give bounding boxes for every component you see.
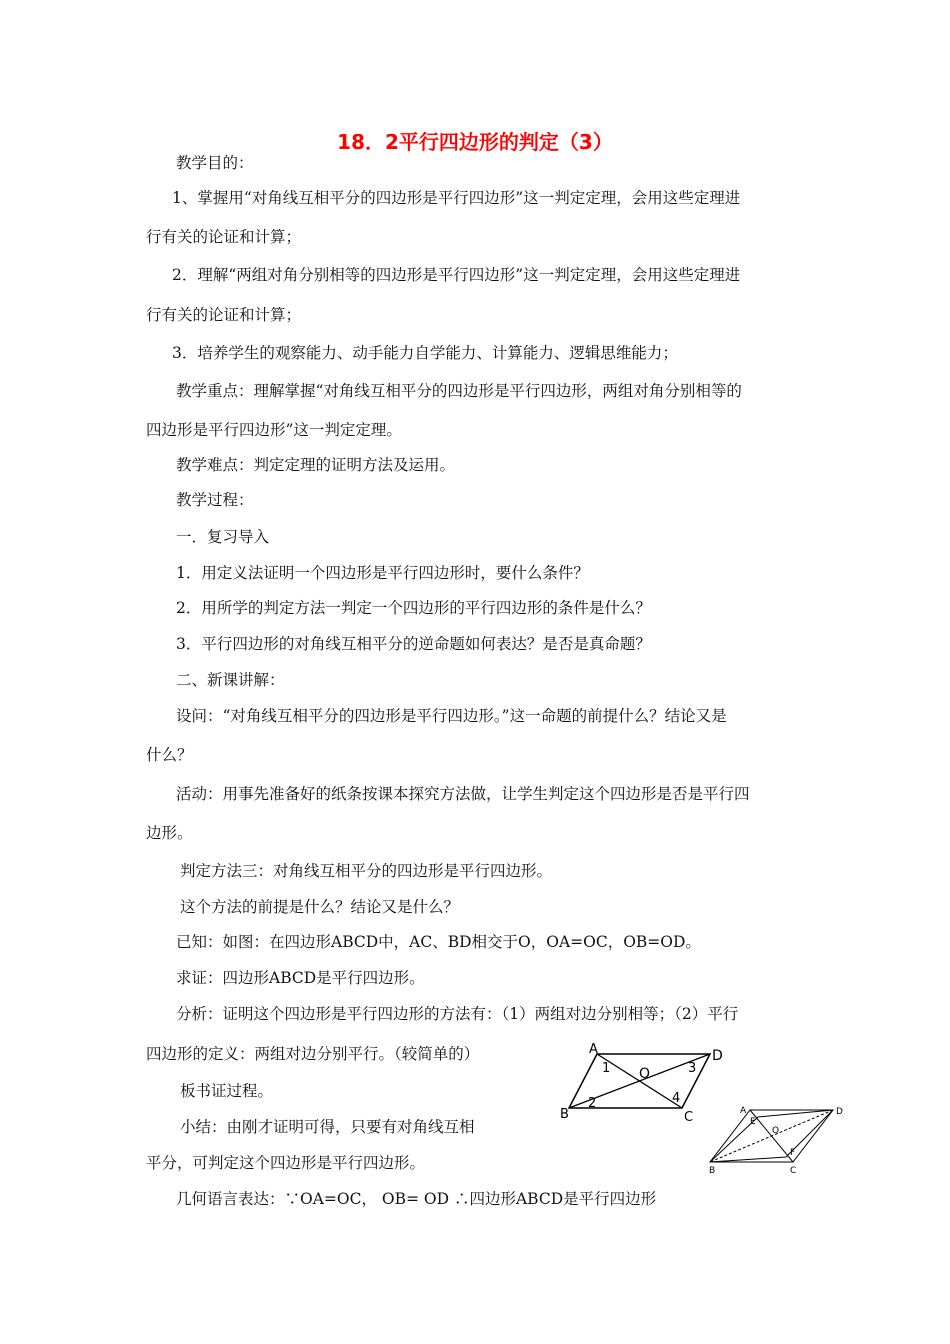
text-line: 2．用所学的判定方法一判定一个四边形的平行四边形的条件是什么？ (176, 599, 651, 617)
text-line: 教学难点：判定定理的证明方法及运用。 (176, 456, 456, 474)
vertex-label-a: A (740, 1106, 747, 1116)
diagonal-bd (710, 1110, 833, 1162)
vertex-label-b: B (709, 1166, 716, 1176)
text-line: 行有关的论证和计算； (146, 228, 302, 246)
text-line: 几何语言表达：∵OA=OC， OB= OD ∴四边形ABCD是平行四边形 (176, 1190, 657, 1208)
text-line: 分析：证明这个四边形是平行四边形的方法有：（1）两组对边分别相等；（2）平行 (176, 1005, 739, 1023)
text-line: 教学过程： (176, 491, 254, 509)
text-line: 2．理解“两组对角分别相等的四边形是平行四边形”这一判定定理，会用这些定理进 (172, 266, 741, 284)
text-line: 四边形是平行四边形”这一判定定理。 (146, 421, 402, 439)
text-line: 什么？ (146, 746, 193, 764)
vertex-label-d: D (836, 1107, 843, 1117)
text-line: 3．培养学生的观察能力、动手能力自学能力、计算能力、逻辑思维能力； (172, 344, 678, 362)
text-line: 教学重点：理解掌握“对角线互相平分的四边形是平行四边形，两组对角分别相等的 (176, 382, 742, 400)
text-line: 教学目的： (176, 154, 254, 172)
text-line: 求证：四边形ABCD是平行四边形。 (176, 969, 425, 987)
angle-label-1: 1 (602, 1061, 611, 1076)
text-line: 设问：“对角线互相平分的四边形是平行四边形。”这一命题的前提什么？结论又是 (176, 707, 727, 725)
text-line: 平分，可判定这个四边形是平行四边形。 (146, 1154, 426, 1172)
text-line: 3．平行四边形的对角线互相平分的逆命题如何表达？是否是真命题？ (176, 635, 651, 653)
text-line: 判定方法三：对角线互相平分的四边形是平行四边形。 (180, 862, 553, 880)
text-line: 行有关的论证和计算； (146, 306, 302, 324)
text-line: 二、新课讲解： (176, 671, 285, 689)
vertex-label-a: A (589, 1042, 598, 1057)
text-line: 1．用定义法证明一个四边形是平行四边形时，要什么条件？ (176, 564, 589, 582)
angle-label-2: 2 (588, 1096, 597, 1111)
text-line: 四边形的定义：两组对边分别平行。（较简单的） (146, 1045, 480, 1063)
vertex-label-b: B (560, 1107, 569, 1122)
vertex-label-c: C (684, 1110, 694, 1125)
text-line: 活动：用事先准备好的纸条按课本探究方法做，让学生判定这个四边形是否是平行四 (176, 785, 750, 803)
point-label-e: E (750, 1117, 756, 1127)
page-title: 18．2平行四边形的判定（3） (337, 130, 613, 154)
text-line: 1、掌握用“对角线互相平分的四边形是平行四边形”这一判定定理，会用这些定理进 (172, 189, 741, 207)
text-line: 已知：如图：在四边形ABCD中，AC、BD相交于O，OA=OC，OB=OD。 (176, 933, 701, 951)
point-label-f: F (790, 1148, 796, 1158)
angle-label-4: 4 (672, 1091, 681, 1106)
text-line: 这个方法的前提是什么？结论又是什么？ (180, 898, 460, 916)
text-line: 一．复习导入 (176, 528, 270, 546)
text-line: 小结：由刚才证明可得，只要有对角线互相 (180, 1118, 475, 1136)
text-line: 板书证过程。 (180, 1082, 274, 1100)
parallelogram-figure-2 (700, 1100, 860, 1180)
center-label-o: O (772, 1126, 780, 1136)
vertex-label-c: C (790, 1166, 797, 1176)
text-line: 边形。 (146, 824, 193, 842)
center-label-o: O (639, 1066, 651, 1082)
angle-label-3: 3 (688, 1061, 697, 1076)
vertex-label-d: D (712, 1048, 723, 1064)
